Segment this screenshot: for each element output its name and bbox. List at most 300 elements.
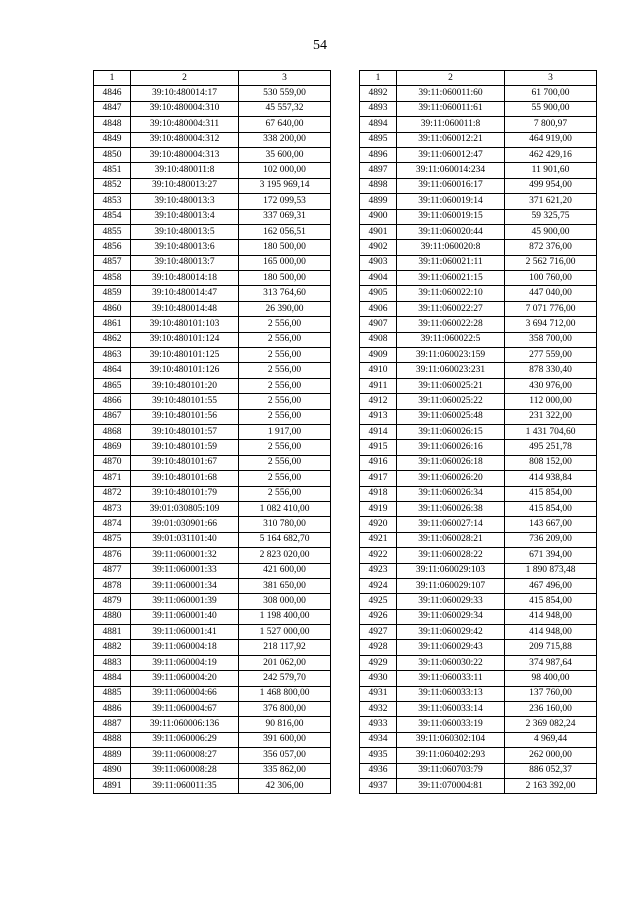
cadastral-number-cell: 39:11:060001:34 [131,578,239,593]
value-cell: 35 600,00 [239,147,331,162]
value-cell: 335 862,00 [239,763,331,778]
row-number-cell: 4935 [360,748,397,763]
value-cell: 180 500,00 [239,271,331,286]
row-number-cell: 4914 [360,424,397,439]
cadastral-number-cell: 39:10:480013:5 [131,224,239,239]
cadastral-number-cell: 39:11:060033:11 [397,671,505,686]
table-row [94,732,331,747]
row-number-cell: 4853 [94,194,131,209]
row-number-cell: 4872 [94,486,131,501]
value-cell: 313 764,60 [239,286,331,301]
table-row [360,132,597,147]
value-cell: 137 760,00 [505,686,597,701]
row-number-cell: 4924 [360,578,397,593]
cadastral-number-cell: 39:11:060025:22 [397,394,505,409]
cadastral-number-cell: 39:10:480101:103 [131,317,239,332]
cadastral-number-cell: 39:10:480101:79 [131,486,239,501]
cadastral-number-cell: 39:10:480014:47 [131,286,239,301]
row-number-cell: 4920 [360,517,397,532]
table-row [360,409,597,424]
cadastral-number-cell: 39:11:060029:34 [397,609,505,624]
row-number-cell: 4911 [360,378,397,393]
row-number-cell: 4883 [94,655,131,670]
table-row [360,563,597,578]
row-number-cell: 4936 [360,763,397,778]
cadastral-number-cell: 39:10:480013:3 [131,194,239,209]
table-row [94,240,331,255]
cadastral-number-cell: 39:11:060001:40 [131,609,239,624]
row-number-cell: 4877 [94,563,131,578]
cadastral-number-cell: 39:11:060025:48 [397,409,505,424]
row-number-cell: 4875 [94,532,131,547]
row-number-cell: 4867 [94,409,131,424]
table-row [360,625,597,640]
cadastral-number-cell: 39:11:060001:32 [131,548,239,563]
row-number-cell: 4933 [360,717,397,732]
table-row [94,348,331,363]
row-number-cell: 4906 [360,301,397,316]
row-number-cell: 4904 [360,271,397,286]
table-row [94,271,331,286]
table-row [94,655,331,670]
header-cell: 1 [94,71,131,86]
cadastral-number-cell: 39:11:060026:18 [397,455,505,470]
row-number-cell: 4856 [94,240,131,255]
cadastral-number-cell: 39:01:031101:40 [131,532,239,547]
row-number-cell: 4931 [360,686,397,701]
value-cell: 808 152,00 [505,455,597,470]
cadastral-number-cell: 39:11:060004:20 [131,671,239,686]
table-row [360,748,597,763]
value-cell: 3 694 712,00 [505,317,597,332]
value-cell: 1 431 704,60 [505,424,597,439]
value-cell: 61 700,00 [505,86,597,101]
value-cell: 3 195 969,14 [239,178,331,193]
cadastral-number-cell: 39:11:060021:11 [397,255,505,270]
table-row [360,101,597,116]
value-cell: 55 900,00 [505,101,597,116]
row-number-cell: 4926 [360,609,397,624]
row-number-cell: 4864 [94,363,131,378]
value-cell: 2 556,00 [239,486,331,501]
value-cell: 165 000,00 [239,255,331,270]
header-cell: 2 [131,71,239,86]
table-row [360,147,597,162]
cadastral-number-cell: 39:11:060030:22 [397,655,505,670]
table-row [360,378,597,393]
value-cell: 277 559,00 [505,348,597,363]
cadastral-number-cell: 39:11:060026:16 [397,440,505,455]
table-row [94,101,331,116]
table-row [94,286,331,301]
cadastral-number-cell: 39:11:060014:234 [397,163,505,178]
value-cell: 381 650,00 [239,578,331,593]
cadastral-number-cell: 39:11:060028:21 [397,532,505,547]
value-cell: 1 082 410,00 [239,501,331,516]
table-row [360,517,597,532]
row-number-cell: 4863 [94,348,131,363]
value-cell: 414 938,84 [505,471,597,486]
row-number-cell: 4908 [360,332,397,347]
table-row [360,594,597,609]
table-row [360,578,597,593]
value-cell: 7 071 776,00 [505,301,597,316]
table-row [94,147,331,162]
header-row [360,71,597,86]
table-row [94,424,331,439]
value-cell: 2 556,00 [239,394,331,409]
value-cell: 42 306,00 [239,778,331,793]
cadastral-number-cell: 39:01:030901:66 [131,517,239,532]
value-cell: 1 890 873,48 [505,563,597,578]
table-row [94,178,331,193]
row-number-cell: 4921 [360,532,397,547]
value-cell: 2 556,00 [239,378,331,393]
cadastral-number-cell: 39:11:060027:14 [397,517,505,532]
table-row [360,163,597,178]
value-cell: 872 376,00 [505,240,597,255]
row-number-cell: 4927 [360,625,397,640]
value-cell: 2 556,00 [239,471,331,486]
table-row [94,471,331,486]
cadastral-number-cell: 39:11:060004:18 [131,640,239,655]
table-row [94,224,331,239]
row-number-cell: 4852 [94,178,131,193]
table-row [360,501,597,516]
cadastral-number-cell: 39:11:060022:5 [397,332,505,347]
value-cell: 414 948,00 [505,609,597,624]
cadastral-number-cell: 39:11:060033:14 [397,702,505,717]
table-row [360,732,597,747]
row-number-cell: 4866 [94,394,131,409]
row-number-cell: 4915 [360,440,397,455]
table-row [94,609,331,624]
value-cell: 358 700,00 [505,332,597,347]
table-row [94,548,331,563]
row-number-cell: 4902 [360,240,397,255]
table-row [94,363,331,378]
value-cell: 4 969,44 [505,732,597,747]
value-cell: 242 579,70 [239,671,331,686]
right-table [359,70,597,794]
table-row [360,471,597,486]
row-number-cell: 4900 [360,209,397,224]
cadastral-number-cell: 39:10:480101:124 [131,332,239,347]
table-row [360,686,597,701]
table-row [360,224,597,239]
table-row [360,717,597,732]
cadastral-number-cell: 39:11:060023:231 [397,363,505,378]
table-row [360,317,597,332]
row-number-cell: 4888 [94,732,131,747]
value-cell: 67 640,00 [239,117,331,132]
table-row [360,486,597,501]
row-number-cell: 4865 [94,378,131,393]
table-row [360,548,597,563]
value-cell: 337 069,31 [239,209,331,224]
table-row [94,501,331,516]
header-cell: 2 [397,71,505,86]
value-cell: 2 556,00 [239,440,331,455]
row-number-cell: 4847 [94,101,131,116]
value-cell: 2 556,00 [239,348,331,363]
value-cell: 98 400,00 [505,671,597,686]
value-cell: 374 987,64 [505,655,597,670]
table-row [360,301,597,316]
row-number-cell: 4918 [360,486,397,501]
row-number-cell: 4878 [94,578,131,593]
value-cell: 467 496,00 [505,578,597,593]
cadastral-number-cell: 39:10:480101:57 [131,424,239,439]
cadastral-number-cell: 39:11:060001:33 [131,563,239,578]
row-number-cell: 4907 [360,317,397,332]
row-number-cell: 4849 [94,132,131,147]
cadastral-number-cell: 39:11:060026:34 [397,486,505,501]
cadastral-number-cell: 39:11:060033:13 [397,686,505,701]
table-row [94,132,331,147]
cadastral-number-cell: 39:11:060029:33 [397,594,505,609]
row-number-cell: 4891 [94,778,131,793]
table-row [94,686,331,701]
value-cell: 90 816,00 [239,717,331,732]
table-row [94,717,331,732]
cadastral-number-cell: 39:11:060029:43 [397,640,505,655]
cadastral-number-cell: 39:11:060020:8 [397,240,505,255]
row-number-cell: 4871 [94,471,131,486]
row-number-cell: 4850 [94,147,131,162]
cadastral-number-cell: 39:11:060029:42 [397,625,505,640]
value-cell: 1 527 000,00 [239,625,331,640]
row-number-cell: 4890 [94,763,131,778]
value-cell: 338 200,00 [239,132,331,147]
row-number-cell: 4930 [360,671,397,686]
row-number-cell: 4876 [94,548,131,563]
table-row [360,348,597,363]
cadastral-number-cell: 39:11:060029:103 [397,563,505,578]
cadastral-number-cell: 39:11:060012:47 [397,147,505,162]
cadastral-number-cell: 39:11:060026:15 [397,424,505,439]
row-number-cell: 4855 [94,224,131,239]
value-cell: 2 562 716,00 [505,255,597,270]
table-row [94,255,331,270]
row-number-cell: 4859 [94,286,131,301]
value-cell: 736 209,00 [505,532,597,547]
cadastral-number-cell: 39:11:060011:60 [397,86,505,101]
row-number-cell: 4881 [94,625,131,640]
row-number-cell: 4932 [360,702,397,717]
table-row [360,286,597,301]
row-number-cell: 4868 [94,424,131,439]
row-number-cell: 4910 [360,363,397,378]
value-cell: 371 621,20 [505,194,597,209]
table-row [94,517,331,532]
row-number-cell: 4854 [94,209,131,224]
cadastral-number-cell: 39:10:480014:18 [131,271,239,286]
cadastral-number-cell: 39:10:480013:27 [131,178,239,193]
value-cell: 2 556,00 [239,332,331,347]
value-cell: 112 000,00 [505,394,597,409]
table-row [360,455,597,470]
cadastral-number-cell: 39:11:060022:28 [397,317,505,332]
row-number-cell: 4860 [94,301,131,316]
table-row [360,117,597,132]
row-number-cell: 4929 [360,655,397,670]
row-number-cell: 4880 [94,609,131,624]
value-cell: 59 325,75 [505,209,597,224]
row-number-cell: 4893 [360,101,397,116]
row-number-cell: 4916 [360,455,397,470]
table-row [360,86,597,101]
table-row [94,394,331,409]
row-number-cell: 4873 [94,501,131,516]
cadastral-number-cell: 39:11:060004:19 [131,655,239,670]
cadastral-number-cell: 39:11:060001:41 [131,625,239,640]
table-row [360,178,597,193]
cadastral-number-cell: 39:11:060402:293 [397,748,505,763]
cadastral-number-cell: 39:11:060012:21 [397,132,505,147]
row-number-cell: 4892 [360,86,397,101]
value-cell: 495 251,78 [505,440,597,455]
value-cell: 209 715,88 [505,640,597,655]
table-row [94,332,331,347]
cadastral-number-cell: 39:11:060011:61 [397,101,505,116]
value-cell: 391 600,00 [239,732,331,747]
cadastral-number-cell: 39:11:060302:104 [397,732,505,747]
cadastral-number-cell: 39:10:480013:7 [131,255,239,270]
value-cell: 1 198 400,00 [239,609,331,624]
table-row [94,194,331,209]
row-number-cell: 4884 [94,671,131,686]
table-row [94,763,331,778]
table-row [94,563,331,578]
value-cell: 462 429,16 [505,147,597,162]
table-row [94,440,331,455]
cadastral-number-cell: 39:10:480004:311 [131,117,239,132]
value-cell: 162 056,51 [239,224,331,239]
header-cell: 3 [239,71,331,86]
table-row [360,209,597,224]
cadastral-number-cell: 39:11:060019:14 [397,194,505,209]
value-cell: 11 901,60 [505,163,597,178]
table-row [94,578,331,593]
row-number-cell: 4887 [94,717,131,732]
table-row [360,240,597,255]
cadastral-number-cell: 39:10:480101:56 [131,409,239,424]
table-row [94,532,331,547]
cadastral-number-cell: 39:11:060004:66 [131,686,239,701]
table-row [94,486,331,501]
cadastral-number-cell: 39:10:480101:59 [131,440,239,455]
table-row [94,378,331,393]
row-number-cell: 4901 [360,224,397,239]
row-number-cell: 4937 [360,778,397,793]
table-row [94,209,331,224]
value-cell: 356 057,00 [239,748,331,763]
row-number-cell: 4861 [94,317,131,332]
value-cell: 26 390,00 [239,301,331,316]
row-number-cell: 4912 [360,394,397,409]
value-cell: 2 163 392,00 [505,778,597,793]
row-number-cell: 4923 [360,563,397,578]
table-row [360,671,597,686]
row-number-cell: 4897 [360,163,397,178]
value-cell: 2 556,00 [239,317,331,332]
table-row [94,455,331,470]
value-cell: 415 854,00 [505,501,597,516]
table-row [360,763,597,778]
cadastral-number-cell: 39:10:480014:17 [131,86,239,101]
cadastral-number-cell: 39:11:060004:67 [131,702,239,717]
row-number-cell: 4913 [360,409,397,424]
value-cell: 2 369 082,24 [505,717,597,732]
table-row [360,440,597,455]
cadastral-number-cell: 39:11:060022:10 [397,286,505,301]
row-number-cell: 4899 [360,194,397,209]
cadastral-number-cell: 39:10:480004:310 [131,101,239,116]
value-cell: 499 954,00 [505,178,597,193]
row-number-cell: 4882 [94,640,131,655]
value-cell: 180 500,00 [239,240,331,255]
table-row [360,332,597,347]
row-number-cell: 4858 [94,271,131,286]
value-cell: 100 760,00 [505,271,597,286]
cadastral-number-cell: 39:10:480101:125 [131,348,239,363]
row-number-cell: 4879 [94,594,131,609]
cadastral-number-cell: 39:10:480013:4 [131,209,239,224]
cadastral-number-cell: 39:11:060026:20 [397,471,505,486]
table-row [94,748,331,763]
value-cell: 530 559,00 [239,86,331,101]
value-cell: 262 000,00 [505,748,597,763]
cadastral-number-cell: 39:10:480011:8 [131,163,239,178]
page-number: 54 [313,38,327,53]
cadastral-number-cell: 39:11:060022:27 [397,301,505,316]
row-number-cell: 4846 [94,86,131,101]
value-cell: 415 854,00 [505,486,597,501]
cadastral-number-cell: 39:11:060006:136 [131,717,239,732]
value-cell: 415 854,00 [505,594,597,609]
row-number-cell: 4862 [94,332,131,347]
cadastral-number-cell: 39:11:060011:8 [397,117,505,132]
cadastral-number-cell: 39:11:060006:29 [131,732,239,747]
table-row [360,609,597,624]
table-row [360,424,597,439]
row-number-cell: 4885 [94,686,131,701]
table-row [94,594,331,609]
row-number-cell: 4848 [94,117,131,132]
table-row [94,163,331,178]
value-cell: 878 330,40 [505,363,597,378]
cadastral-number-cell: 39:11:060026:38 [397,501,505,516]
row-number-cell: 4869 [94,440,131,455]
table-row [360,255,597,270]
cadastral-number-cell: 39:11:060008:27 [131,748,239,763]
table-row [94,625,331,640]
table-row [94,409,331,424]
row-number-cell: 4895 [360,132,397,147]
cadastral-number-cell: 39:11:060016:17 [397,178,505,193]
table-row [94,317,331,332]
cadastral-number-cell: 39:10:480101:20 [131,378,239,393]
cadastral-number-cell: 39:11:060029:107 [397,578,505,593]
row-number-cell: 4874 [94,517,131,532]
row-number-cell: 4917 [360,471,397,486]
table-row [360,194,597,209]
table-row [94,702,331,717]
value-cell: 1 917,00 [239,424,331,439]
cadastral-number-cell: 39:01:030805:109 [131,501,239,516]
value-cell: 308 000,00 [239,594,331,609]
